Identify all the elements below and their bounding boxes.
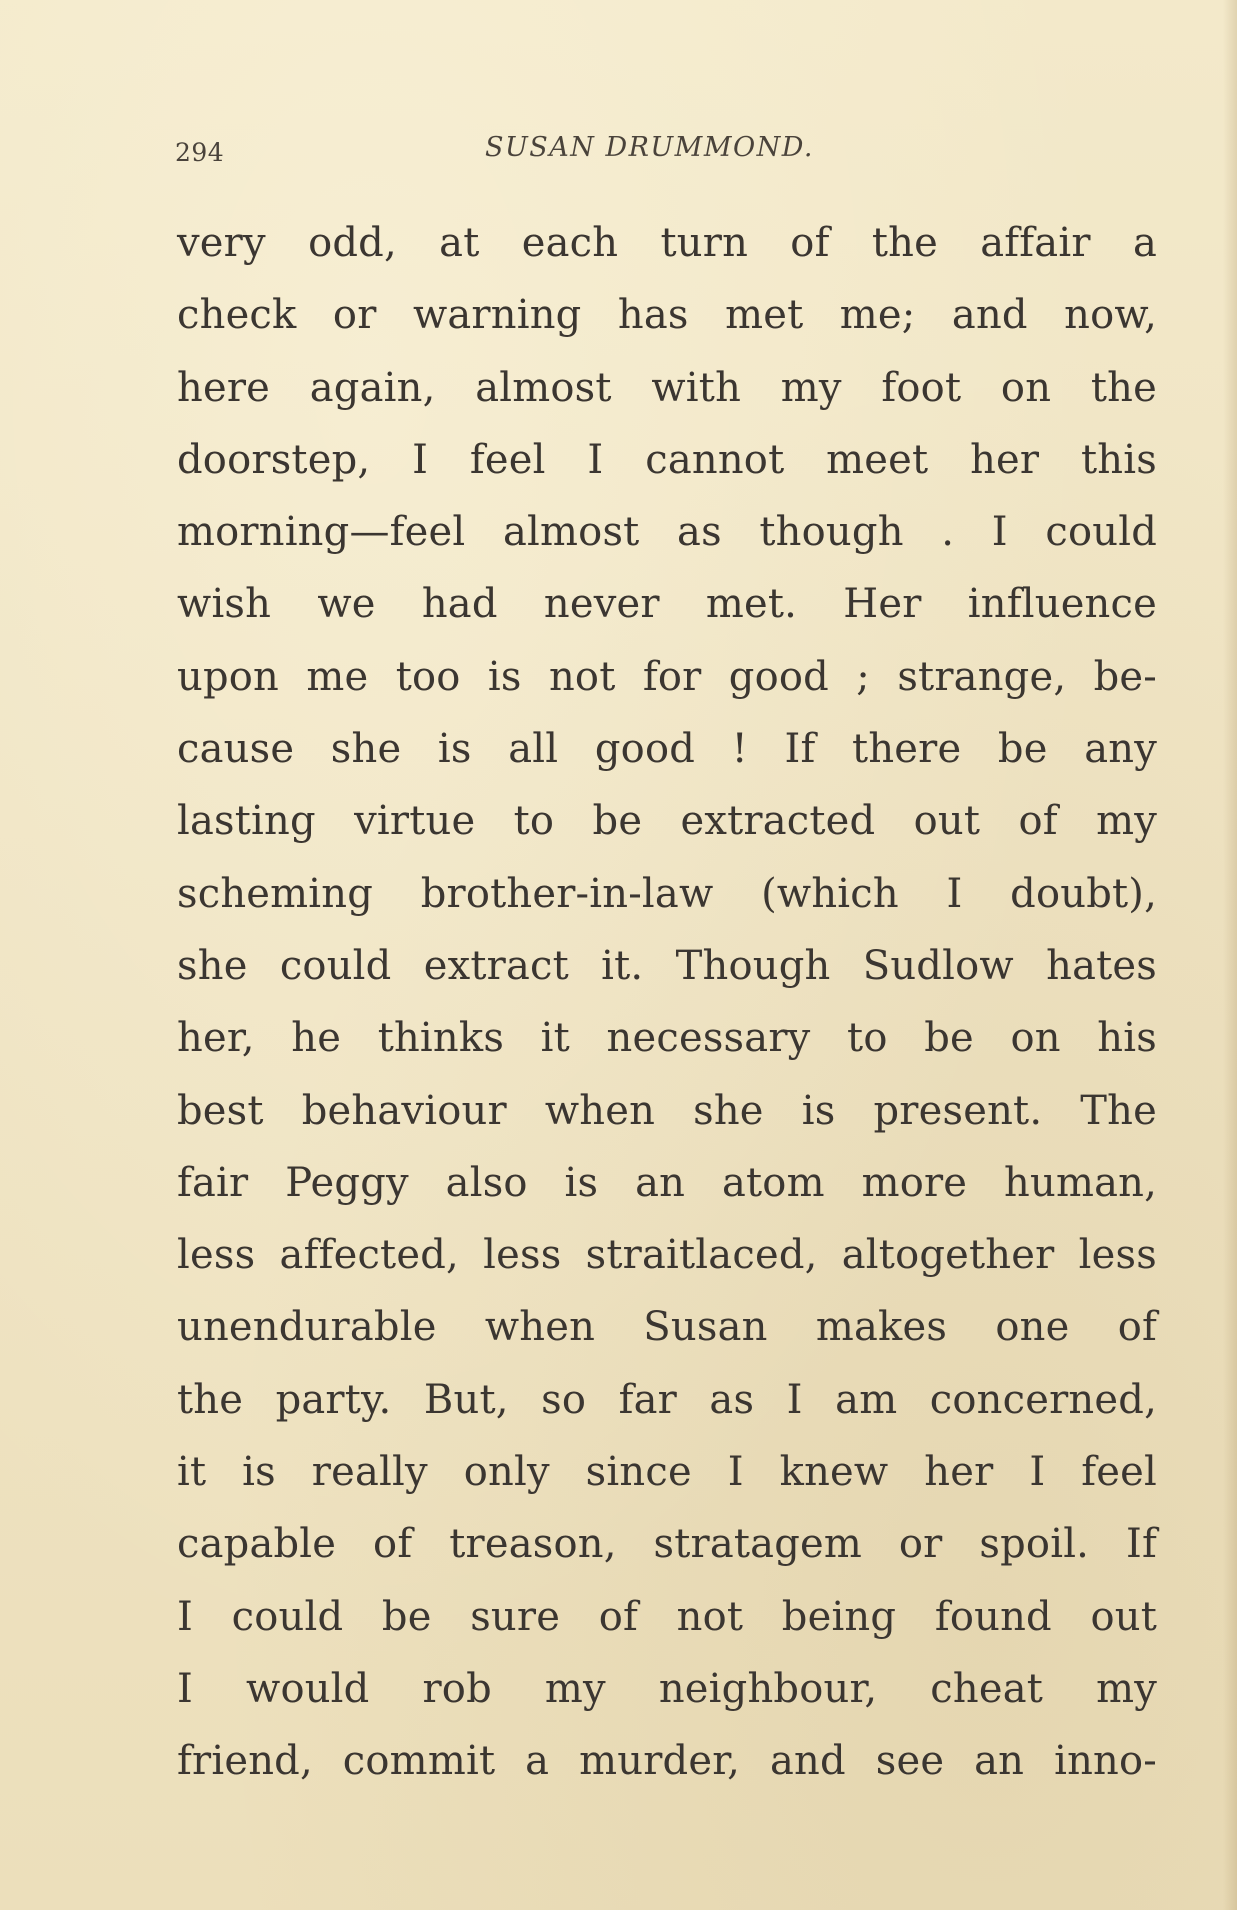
text-line: upon me too is not for good ; strange, be- — [177, 653, 1157, 700]
text-line: I would rob my neighbour, cheat my — [177, 1665, 1157, 1712]
page-edge-shadow — [1223, 0, 1237, 1910]
text-line: fair Peggy also is an atom more human, — [177, 1159, 1157, 1206]
text-line: lasting virtue to be extracted out of my — [177, 798, 1157, 845]
text-line: scheming brother-in-law (which I doubt), — [177, 870, 1157, 917]
page-number: 294 — [175, 138, 225, 167]
text-line: very odd, at each turn of the affair a — [177, 220, 1157, 266]
text-line: cause she is all good ! If there be any — [177, 726, 1157, 773]
text-line: best behaviour when she is present. The — [177, 1087, 1157, 1134]
text-line: I could be sure of not being found out — [177, 1593, 1157, 1640]
text-line: check or warning has met me; and now, — [177, 292, 1157, 339]
text-line: morning—feel almost as though . I could — [177, 509, 1157, 556]
running-title: SUSAN DRUMMOND. — [485, 132, 815, 163]
text-line: unendurable when Susan makes one of — [177, 1304, 1157, 1351]
text-line: here again, almost with my foot on the — [177, 364, 1157, 411]
running-head — [175, 132, 1155, 172]
text-line: doorstep, I feel I cannot meet her this — [177, 436, 1157, 483]
text-line: she could extract it. Though Sudlow hates — [177, 942, 1157, 989]
body-text — [177, 207, 1157, 1798]
text-line: her, he thinks it necessary to be on his — [177, 1015, 1157, 1062]
text-line: it is really only since I knew her I feel — [177, 1449, 1157, 1496]
text-line: capable of treason, stratagem or spoil. If — [177, 1521, 1157, 1568]
text-line: friend, commit a murder, and see an inno- — [177, 1738, 1157, 1785]
text-line: the party. But, so far as I am concerned, — [177, 1376, 1157, 1423]
text-line: less affected, less straitlaced, altogether less — [177, 1232, 1157, 1279]
text-line: wish we had never met. Her influence — [177, 581, 1157, 628]
